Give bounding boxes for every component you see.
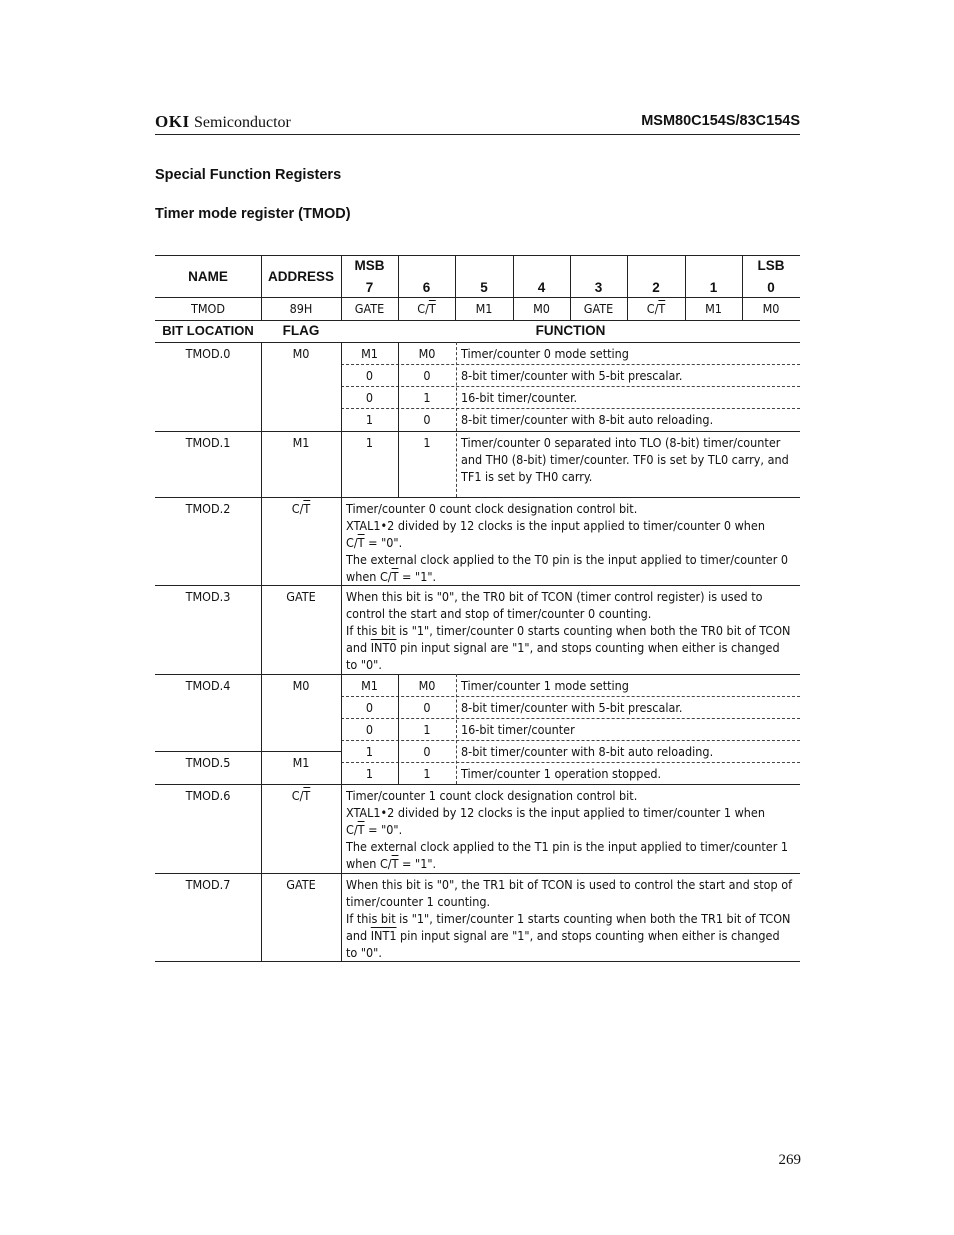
mode1-r2-m0: 1 xyxy=(423,722,431,737)
col-flag: FLAG xyxy=(282,323,320,338)
reg-bit-7: GATE xyxy=(354,301,385,316)
mode1-r3-m0: 0 xyxy=(423,744,431,759)
col-name: NAME xyxy=(188,269,228,284)
mode0-r3-m1: 1 xyxy=(365,412,374,427)
bit-6: 6 xyxy=(422,280,431,295)
register-address: 89H xyxy=(289,301,313,316)
flag-tmod7: GATE xyxy=(286,877,316,892)
mode0-r4-m0: 1 xyxy=(423,435,431,450)
mode1-r3-m1: 1 xyxy=(365,744,374,759)
brand-logo: OKI Semiconductor xyxy=(155,112,291,131)
bit-1: 1 xyxy=(709,280,718,295)
mode1-r2-m1: 0 xyxy=(365,722,374,737)
col-address: ADDRESS xyxy=(267,269,334,284)
model-number: MSM80C154S/83C154S xyxy=(641,113,800,129)
mode0-r4-desc: Timer/counter 0 separated into TLO (8-bit) timer/counter and TH0 (8-bit) timer/counter. TF0 is set by TL0 carry, and TF1 is set by TH0 carry. xyxy=(461,435,789,484)
mode1-r1-m1: 0 xyxy=(365,700,374,715)
mode1-r1-m0: 0 xyxy=(423,700,431,715)
reg-bit-1: M1 xyxy=(705,301,722,316)
mode0-r1-m1: 0 xyxy=(365,368,374,383)
loc-tmod6: TMOD.6 xyxy=(185,788,231,803)
col-bit-location: BIT LOCATION xyxy=(162,323,254,338)
loc-tmod1: TMOD.1 xyxy=(185,435,231,450)
bit-4: 4 xyxy=(537,280,546,295)
col-msb: MSB xyxy=(354,258,385,273)
register-name: TMOD xyxy=(190,301,226,316)
bit-3: 3 xyxy=(594,280,603,295)
mode0-r2-m1: 0 xyxy=(365,390,374,405)
desc-tmod3: When this bit is "0", the TR0 bit of TCON (timer control register) is used to control the start and stop of timer/counter 0 counting. If this bit is "1", timer/counter 0 starts counting when both the TR0 bit of TCON and INT0 pin input signal are "1", and stops counting when either is changed to "0". xyxy=(346,589,791,672)
loc-tmod4: TMOD.4 xyxy=(185,678,231,693)
mode0-head-m1: M1 xyxy=(361,346,378,361)
desc-tmod6: Timer/counter 1 count clock designation control bit. XTAL1•2 divided by 12 clocks is the input applied to timer/counter 1 when $C/\overline{T}$ = "0". The external clock applied to the T1 pin is the input applied to timer/counter 1 when $C/\overline{T}$ = "1". xyxy=(346,788,789,871)
mode1-r2-desc: 16-bit timer/counter xyxy=(461,722,575,737)
loc-tmod2: TMOD.2 xyxy=(185,501,231,516)
reg-bit-0: M0 xyxy=(762,301,780,316)
mode0-r2-m0: 1 xyxy=(423,390,431,405)
flag-tmod1: M1 xyxy=(292,435,310,450)
mode1-r4-m1: 1 xyxy=(365,766,374,781)
subsection-title: Timer mode register (TMOD) xyxy=(155,206,351,222)
loc-tmod7: TMOD.7 xyxy=(185,877,231,892)
desc-tmod7: When this bit is "0", the TR1 bit of TCON is used to control the start and stop of timer/counter 1 counting. If this bit is "1", timer/counter 1 starts counting when both the TR1 bit of TCON and INT1 pin input signal are "1", and stops counting when either is changed to "0". xyxy=(346,877,793,960)
col-lsb: LSB xyxy=(757,258,785,273)
mode1-r4-m0: 1 xyxy=(423,766,431,781)
mode1-r4-desc: Timer/counter 1 operation stopped. xyxy=(461,766,662,781)
mode1-r1-desc: 8-bit timer/counter with 5-bit prescalar. xyxy=(461,700,683,715)
loc-tmod0: TMOD.0 xyxy=(185,346,231,361)
reg-bit-6: $C/\overline{T}$ xyxy=(417,301,436,316)
mode0-r1-m0: 0 xyxy=(423,368,431,383)
bit-2: 2 xyxy=(652,280,660,295)
page-header xyxy=(155,112,800,135)
reg-bit-5: M1 xyxy=(475,301,493,316)
mode1-head-desc: Timer/counter 1 mode setting xyxy=(461,678,629,693)
mode0-head-desc: Timer/counter 0 mode setting xyxy=(461,346,629,361)
loc-tmod5: TMOD.5 xyxy=(185,755,231,770)
mode0-r3-desc: 8-bit timer/counter with 8-bit auto reloading. xyxy=(461,412,714,427)
reg-bit-3: GATE xyxy=(583,301,614,316)
mode0-head-m0: M0 xyxy=(418,346,436,361)
page-number: 269 xyxy=(778,1152,801,1168)
mode1-head-m1: M1 xyxy=(361,678,378,693)
section-title: Special Function Registers xyxy=(155,167,342,183)
desc-tmod2: Timer/counter 0 count clock designation control bit. XTAL1•2 divided by 12 clocks is the input applied to timer/counter 0 when $C/\overline{T}$ = "0". The external clock applied to the T0 pin is the input applied to timer/counter 0 when $C/\overline{T}$ = "1". xyxy=(346,501,789,584)
flag-tmod6: $C/\overline{T}$ xyxy=(291,788,311,803)
mode0-r3-m0: 0 xyxy=(423,412,431,427)
bit-7: 7 xyxy=(365,280,374,295)
mode1-head-m0: M0 xyxy=(418,678,436,693)
mode0-r4-m1: 1 xyxy=(365,435,374,450)
flag-tmod2: $C/\overline{T}$ xyxy=(291,501,311,516)
flag-tmod0: M0 xyxy=(292,346,310,361)
mode0-r1-desc: 8-bit timer/counter with 5-bit prescalar. xyxy=(461,368,683,383)
bit-5: 5 xyxy=(480,280,488,295)
flag-tmod3: GATE xyxy=(286,589,316,604)
flag-tmod4: M0 xyxy=(292,678,310,693)
bit-0: 0 xyxy=(767,280,775,295)
reg-bit-4: M0 xyxy=(533,301,550,316)
flag-tmod5: M1 xyxy=(292,755,310,770)
col-function: FUNCTION xyxy=(535,323,606,338)
loc-tmod3: TMOD.3 xyxy=(185,589,231,604)
reg-bit-2: $C/\overline{T}$ xyxy=(646,301,666,316)
mode1-r3-desc: 8-bit timer/counter with 8-bit auto reloading. xyxy=(461,744,714,759)
mode0-r2-desc: 16-bit timer/counter. xyxy=(461,390,578,405)
